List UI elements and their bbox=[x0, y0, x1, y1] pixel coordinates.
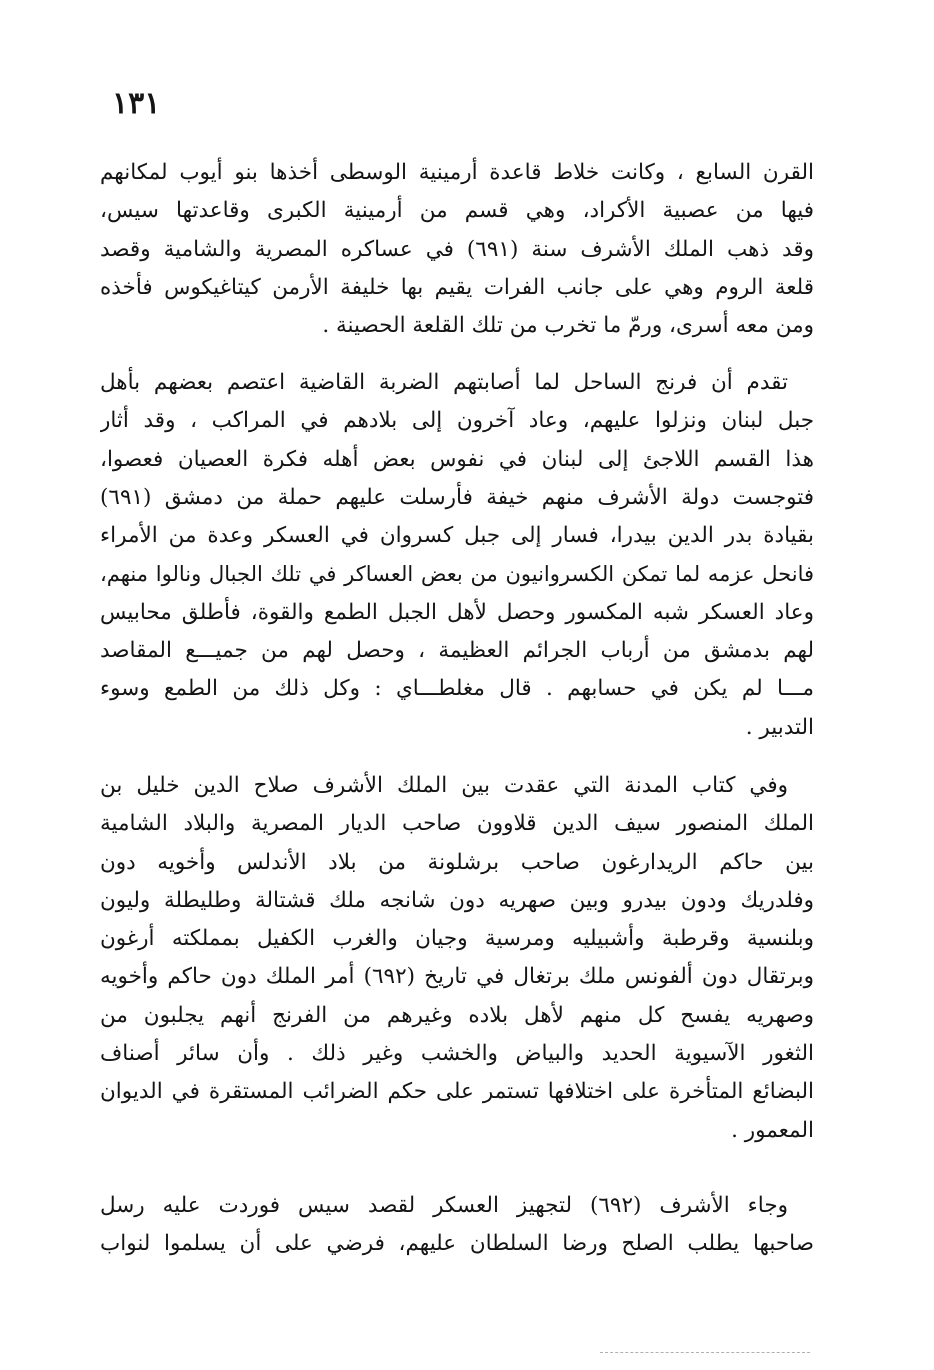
text-line: صاحبها يطلب الصلح ورضا السلطان عليهم، فرضي على أن يسلموا لنواب bbox=[100, 1231, 814, 1257]
text-line: فيها من عصبية الأكراد، وهي قسم من أرمينية الكبرى وقاعدتها سيس، bbox=[100, 198, 814, 224]
text-line: جبل لبنان ونزلوا عليهم، وعاد آخرون إلى بلادهم في المراكب ، وقد أثار bbox=[100, 408, 814, 434]
text-line: تقدم أن فرنج الساحل لما أصابتهم الضربة القاضية اعتصم بعضهم بأهل bbox=[100, 370, 788, 395]
text-line: الملك المنصور سيف الدين قلاوون صاحب الديار المصرية والبلاد الشامية bbox=[100, 811, 814, 837]
text-line: بين حاكم الريدارغون صاحب برشلونة من بلاد الأندلس وأخويه دون bbox=[100, 849, 814, 875]
text-line: البضائع المتأخرة على اختلافها تستمر على حكم الضرائب المستقرة في الديوان bbox=[100, 1079, 814, 1105]
text-line: التدبير . bbox=[745, 714, 814, 740]
text-line: وصهريه يفسح كل منهم لأهل بلاده وغيرهم من الفرنج أنهم يجلبون من bbox=[100, 1002, 814, 1028]
text-line: لهم بدمشق من أرباب الجرائم العظيمة ، وحصل لهم من جميـــع المقاصد bbox=[100, 638, 814, 664]
text-line: وعاد العسكر شبه المكسور وحصل لأهل الجبل الطمع والقوة، فأطلق محابيس bbox=[100, 599, 814, 625]
text-line: هذا القسم اللاجئ إلى لبنان في نفوس بعض أهله فكرة العصيان فعصوا، bbox=[100, 446, 814, 472]
text-line: قلعة الروم وهي على جانب الفرات يقيم بها خليفة الأرمن كيتاغيكوس فأخذه bbox=[100, 274, 814, 300]
text-line: فتوجست دولة الأشرف منهم خيفة فأرسلت عليهم حملة من دمشق (٦٩١) bbox=[100, 484, 814, 510]
text-line: بقيادة بدر الدين بيدرا، فسار إلى جبل كسروان في العسكر وعدة من الأمراء bbox=[100, 523, 814, 549]
text-line: فانحل عزمه لما تمكن الكسروانيون من بعض العساكر في تلك الجبال ونالوا منهم، bbox=[100, 562, 814, 587]
paragraph-3 bbox=[100, 767, 814, 1150]
text-line: القرن السابع ، وكانت خلاط قاعدة أرمينية الوسطى أخذها بنو أيوب لمكانهم bbox=[100, 160, 814, 185]
text-line: وفلدريك ودون بيدرو وبين صهريه دون شانجه ملك قشتالة وطليطلة وليون bbox=[100, 887, 814, 913]
text-line: وبرتقال دون ألفونس ملك برتغال في تاريخ (٦٩٢) أمر الملك دون حاكم وأخويه bbox=[100, 964, 814, 990]
text-line: وقد ذهب الملك الأشرف سنة (٦٩١) في عساكره المصرية والشامية وقصد bbox=[100, 236, 814, 262]
paragraph-1 bbox=[100, 154, 814, 345]
page-number: ١٣١ bbox=[112, 86, 161, 121]
text-line: مـــا لم يكن في حسابهم . قال مغلطـــاي : وكل ذلك من الطمع وسوء bbox=[100, 676, 814, 702]
paragraph-4 bbox=[100, 1187, 814, 1264]
text-line: ومن معه أسرى، ورمّ ما تخرب من تلك القلعة الحصينة . bbox=[322, 313, 814, 339]
text-line: المعمور . bbox=[731, 1117, 814, 1143]
text-line: وجاء الأشرف (٦٩٢) لتجهيز العسكر لقصد سيس فوردت عليه رسل bbox=[100, 1193, 788, 1218]
text-line: الثغور الآسيوية الحديد والبياض والخشب وغير ذلك . وأن سائر أصناف bbox=[100, 1041, 814, 1067]
text-line: وبلنسية وقرطبة وأشبيليه ومرسية وجيان والغرب الكفيل بمملكته أرغون bbox=[100, 926, 814, 952]
footer-rule bbox=[600, 1352, 810, 1353]
text-line: وفي كتاب المدنة التي عقدت بين الملك الأشرف صلاح الدين خليل بن bbox=[100, 773, 788, 798]
paragraph-2 bbox=[100, 364, 814, 747]
